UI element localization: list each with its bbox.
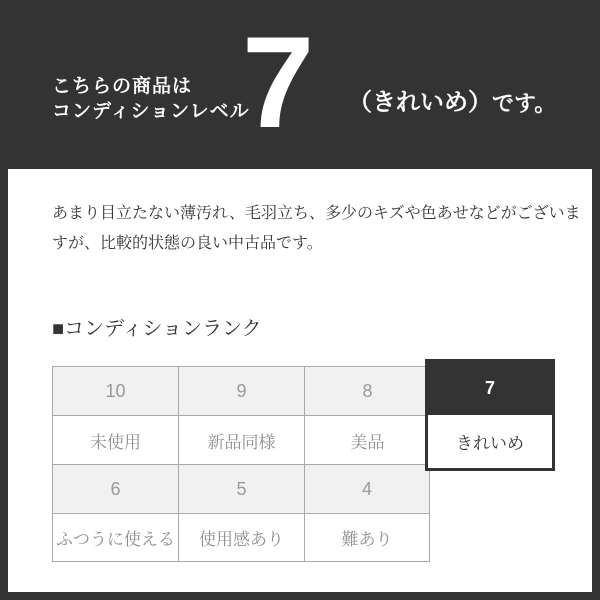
rank-number-cell: 8 [304, 366, 430, 415]
condition-level-label: （きれいめ） [348, 89, 492, 116]
description-line2: すが、比較的状態の良い中古品です。 [52, 235, 323, 252]
highlighted-rank-cell [425, 359, 555, 471]
condition-panel [8, 169, 592, 592]
rank-number-cell: 5 [178, 464, 304, 513]
rank-number-cell: 10 [52, 366, 178, 415]
rank-number-cell: 4 [304, 464, 430, 513]
highlighted-rank-number: 7 [428, 362, 552, 415]
banner-intro-text [52, 74, 250, 124]
condition-rank-table [52, 366, 562, 566]
rank-label-cell: 難あり [304, 513, 430, 562]
banner-intro-line1: こちらの商品は [52, 76, 193, 97]
rank-number-cell: 9 [178, 366, 304, 415]
rank-row-labels-bottom [52, 513, 562, 562]
rank-number-cell: 6 [52, 464, 178, 513]
banner-intro-line2: コンディションレベル [52, 101, 250, 122]
rank-label-cell: ふつうに使える [52, 513, 178, 562]
condition-level-number: 7 [242, 9, 315, 155]
rank-row-numbers-bottom [52, 464, 562, 513]
condition-description [52, 199, 581, 259]
highlighted-rank-label: きれいめ [428, 415, 552, 468]
rank-label-cell: 未使用 [52, 415, 178, 464]
description-line1: あまり目立たない薄汚れ、毛羽立ち、多少のキズや色あせなどがございま [52, 205, 581, 222]
rank-label-cell: 使用感あり [178, 513, 304, 562]
rank-label-cell: 新品同様 [178, 415, 304, 464]
rank-section-title: ■コンディションランク [52, 318, 262, 340]
condition-banner [0, 0, 600, 169]
rank-label-cell: 美品 [304, 415, 430, 464]
banner-suffix: です。 [492, 91, 557, 116]
